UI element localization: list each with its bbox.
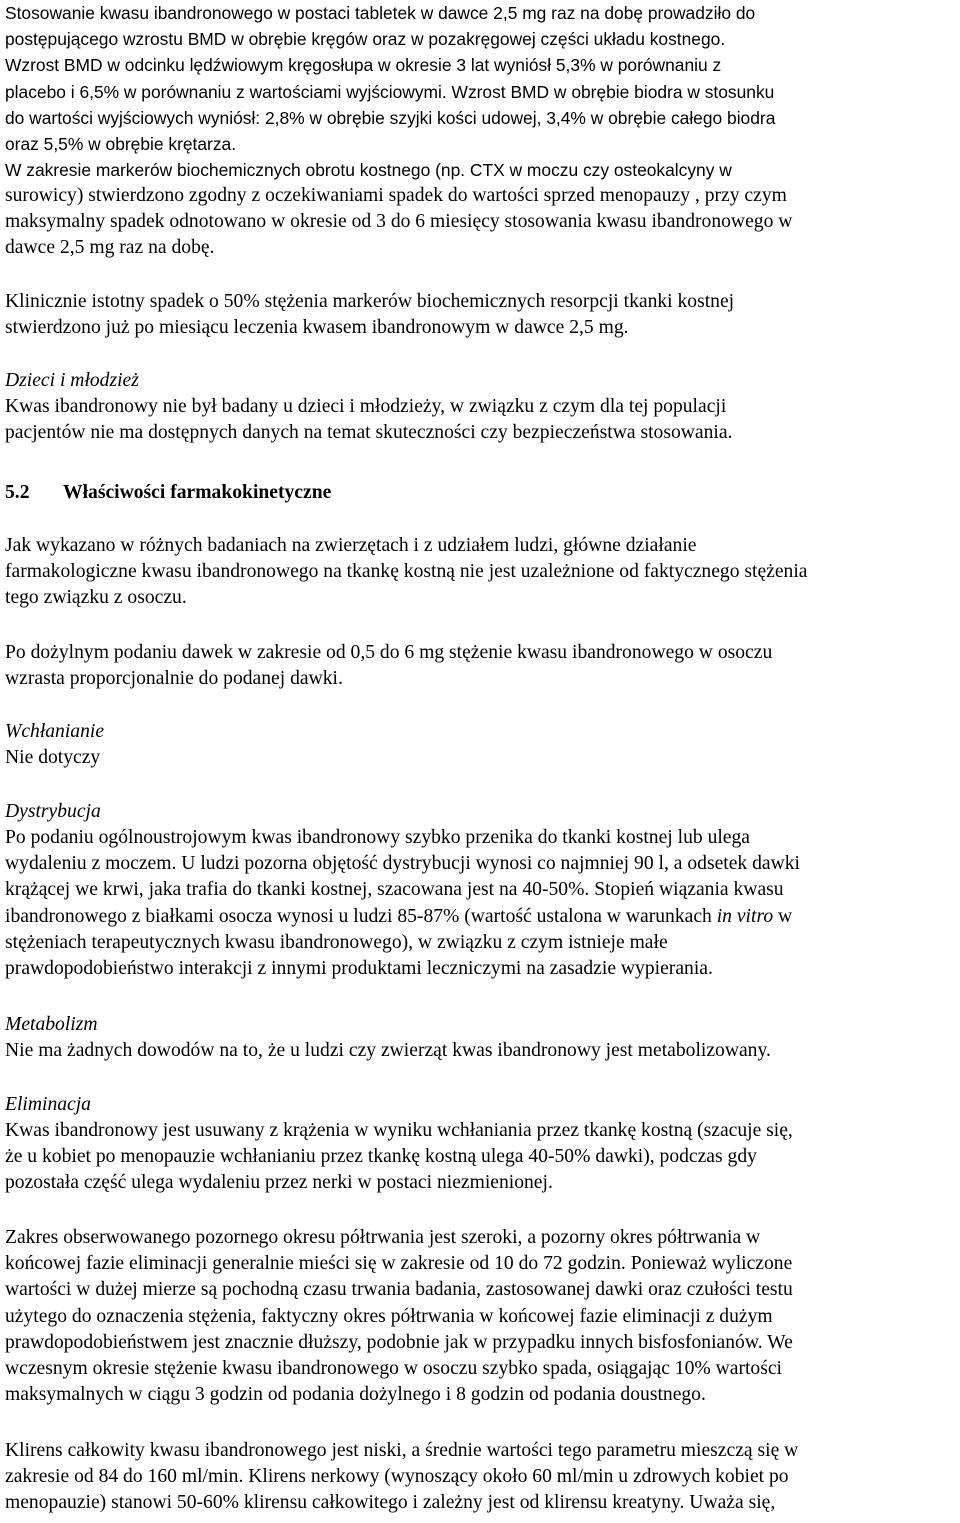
subheading-text: Dystrybucja	[5, 801, 101, 822]
text-line: do wartości wyjściowych wyniósł: 2,8% w obrębie szyjki kości udowej, 3,4% w obrębie całego biodra	[5, 107, 776, 128]
subheading-children	[5, 368, 956, 394]
paragraph-pharmacology	[5, 533, 956, 612]
text-line: zakresie od 84 do 160 ml/min. Klirens nerkowy (wynoszący około 60 ml/min u zdrowych kobiet po	[5, 1466, 789, 1488]
text-line: Nie dotyczy	[5, 747, 101, 768]
text-line: Kwas ibandronowy nie był badany u dzieci i młodzieży, w związku z czym dla tej populacji	[5, 396, 727, 417]
text-line: wzrasta proporcjonalnie do podanej dawki.	[5, 668, 343, 690]
subheading-text: Wchłanianie	[5, 721, 105, 742]
text-line: oraz 5,5% w obrębie krętarza.	[5, 134, 237, 155]
text-line: menopauzie) stanowi 50-60% klirensu całkowitego i zależny jest od klirensu kreatyny. Uważa się,	[5, 1492, 776, 1514]
subheading-text: Metabolizm	[5, 1014, 98, 1035]
paragraph-clinical-decrease	[5, 289, 956, 341]
subheading-metabolism	[5, 1012, 956, 1038]
text-line: maksymalny spadek odnotowano w okresie od 3 do 6 miesięcy stosowania kwasu ibandronowego w	[5, 211, 793, 233]
text-line: Nie ma żadnych dowodów na to, że u ludzi czy zwierząt kwas ibandronowy jest metabolizowany.	[5, 1040, 771, 1061]
text-line: wydaleniu z moczem. U ludzi pozorna objętość dystrybucji wynosi co najmniej 90 l, a odsetek dawki	[5, 853, 800, 875]
subheading-absorption	[5, 719, 956, 745]
paragraph-metabolism	[5, 1038, 956, 1064]
paragraph-markers	[5, 157, 956, 183]
text-line: że u kobiet po menopauzie wchłanianiu przez tkankę kostną ulega 40-50% dawki), podczas gdy	[5, 1146, 757, 1168]
subheading-text: Eliminacja	[5, 1094, 91, 1115]
text-line: Zakres obserwowanego pozornego okresu półtrwania jest szeroki, a pozorny okres półtrwania w	[5, 1227, 761, 1248]
text-line: Kwas ibandronowy jest usuwany z krążenia w wyniku wchłaniania przez tkankę kostną (szacuje się,	[5, 1120, 793, 1141]
text-line: Jak wykazano w różnych badaniach na zwierzętach i z udziałem ludzi, główne działanie	[5, 535, 697, 556]
text-line: Stosowanie kwasu ibandronowego w postaci tabletek w dawce 2,5 mg raz na dobę prowadziło do	[5, 3, 756, 23]
paragraph-dose-proportional	[5, 640, 956, 692]
text-line: prawdopodobieństwem jest znacznie dłuższy, podobnie jak w przypadku innych bisfosfonianów. We	[5, 1331, 793, 1353]
text-line: tego związku z osoczu.	[5, 587, 187, 609]
section-heading	[5, 480, 956, 506]
text-line: dawce 2,5 mg raz na dobę.	[5, 237, 215, 259]
text-line: Klinicznie istotny spadek o 50% stężenia markerów biochemicznych resorpcji tkanki kostnej	[5, 291, 735, 312]
text-line: W zakresie markerów biochemicznych obrotu kostnego (np. CTX w moczu czy osteokalcyny w	[5, 160, 732, 180]
text-line	[5, 904, 956, 930]
section-number: 5.2	[5, 482, 30, 503]
text-segment: w	[773, 905, 793, 927]
text-line: użytego do oznaczenia stężenia, faktyczny okres półtrwania w końcowej fazie eliminacji z dużym	[5, 1305, 773, 1327]
text-line: Klirens całkowity kwasu ibandronowego jest niski, a średnie wartości tego parametru mieszczą się w	[5, 1440, 799, 1461]
text-line: surowicy) stwierdzono zgodny z oczekiwaniami spadek do wartości sprzed menopauzy , przy czym	[5, 185, 787, 206]
text-line: farmakologiczne kwasu ibandronowego na tkankę kostną nie jest uzależnione od faktycznego stężenia	[5, 561, 808, 583]
text-line: wczesnym okresie stężenie kwasu ibandronowego w osoczu szybko spada, osiągając 10% wartości	[5, 1358, 782, 1380]
text-line: stężeniach terapeutycznych kwasu ibandronowego), w związku z czym istnieje małe	[5, 931, 668, 953]
paragraph-half-life	[5, 1225, 956, 1408]
subheading-text: Dzieci i młodzież	[5, 370, 139, 391]
paragraph-elimination	[5, 1118, 956, 1197]
text-line: Po podaniu ogólnoustrojowym kwas ibandronowy szybko przenika do tkanki kostnej lub ulega	[5, 827, 751, 848]
paragraph-absorption	[5, 745, 956, 771]
text-line: stwierdzono już po miesiącu leczenia kwasem ibandronowym w dawce 2,5 mg.	[5, 317, 629, 339]
section-title: Właściwości farmakokinetyczne	[63, 482, 332, 503]
in-vitro-term: in vitro	[716, 905, 774, 927]
text-line: prawdopodobieństwo interakcji z innymi produktami leczniczymi na zasadzie wypierania.	[5, 958, 713, 980]
text-line: krążącej we krwi, jaka trafia do tkanki kostnej, szacowana jest na 40-50%. Stopień wiązania kwasu	[5, 879, 784, 901]
paragraph-children	[5, 394, 956, 446]
text-segment: ibandronowego z białkami osocza wynosi u ludzi 85-87% (wartość ustalona w warunkach	[5, 905, 717, 927]
text-line: maksymalnych w ciągu 3 godzin od podania dożylnego i 8 godzin od podania doustnego.	[5, 1384, 706, 1406]
paragraph-bmd-increase	[5, 0, 956, 157]
text-line: placebo i 6,5% w porównaniu z wartościami wyjściowymi. Wzrost BMD w obrębie biodra w stosunku	[5, 81, 775, 102]
text-line: końcowej fazie eliminacji generalnie mieści się w zakresie od 10 do 72 godzin. Ponieważ wyliczone	[5, 1253, 793, 1275]
paragraph-clearance	[5, 1438, 956, 1517]
subheading-elimination	[5, 1092, 956, 1118]
paragraph-markers-cont	[5, 183, 956, 262]
text-line: Po dożylnym podaniu dawek w zakresie od 0,5 do 6 mg stężenie kwasu ibandronowego w osoczu	[5, 642, 773, 663]
subheading-distribution	[5, 799, 956, 825]
paragraph-distribution	[5, 825, 956, 982]
text-line: pacjentów nie ma dostępnych danych na temat skuteczności czy bezpieczeństwa stosowania.	[5, 422, 733, 444]
text-line: Wzrost BMD w odcinku lędźwiowym kręgosłupa w okresie 3 lat wyniósł 5,3% w porównaniu z	[5, 55, 722, 76]
text-line: wartości w dużej mierze są pochodną czasu trwania badania, zastosowanej dawki oraz czułości testu	[5, 1279, 793, 1301]
text-line: postępującego wzrostu BMD w obrębie kręgów oraz w pozakręgowej części układu kostnego.	[5, 29, 726, 50]
text-line: pozostała część ulega wydaleniu przez nerki w postaci niezmienionej.	[5, 1172, 553, 1194]
